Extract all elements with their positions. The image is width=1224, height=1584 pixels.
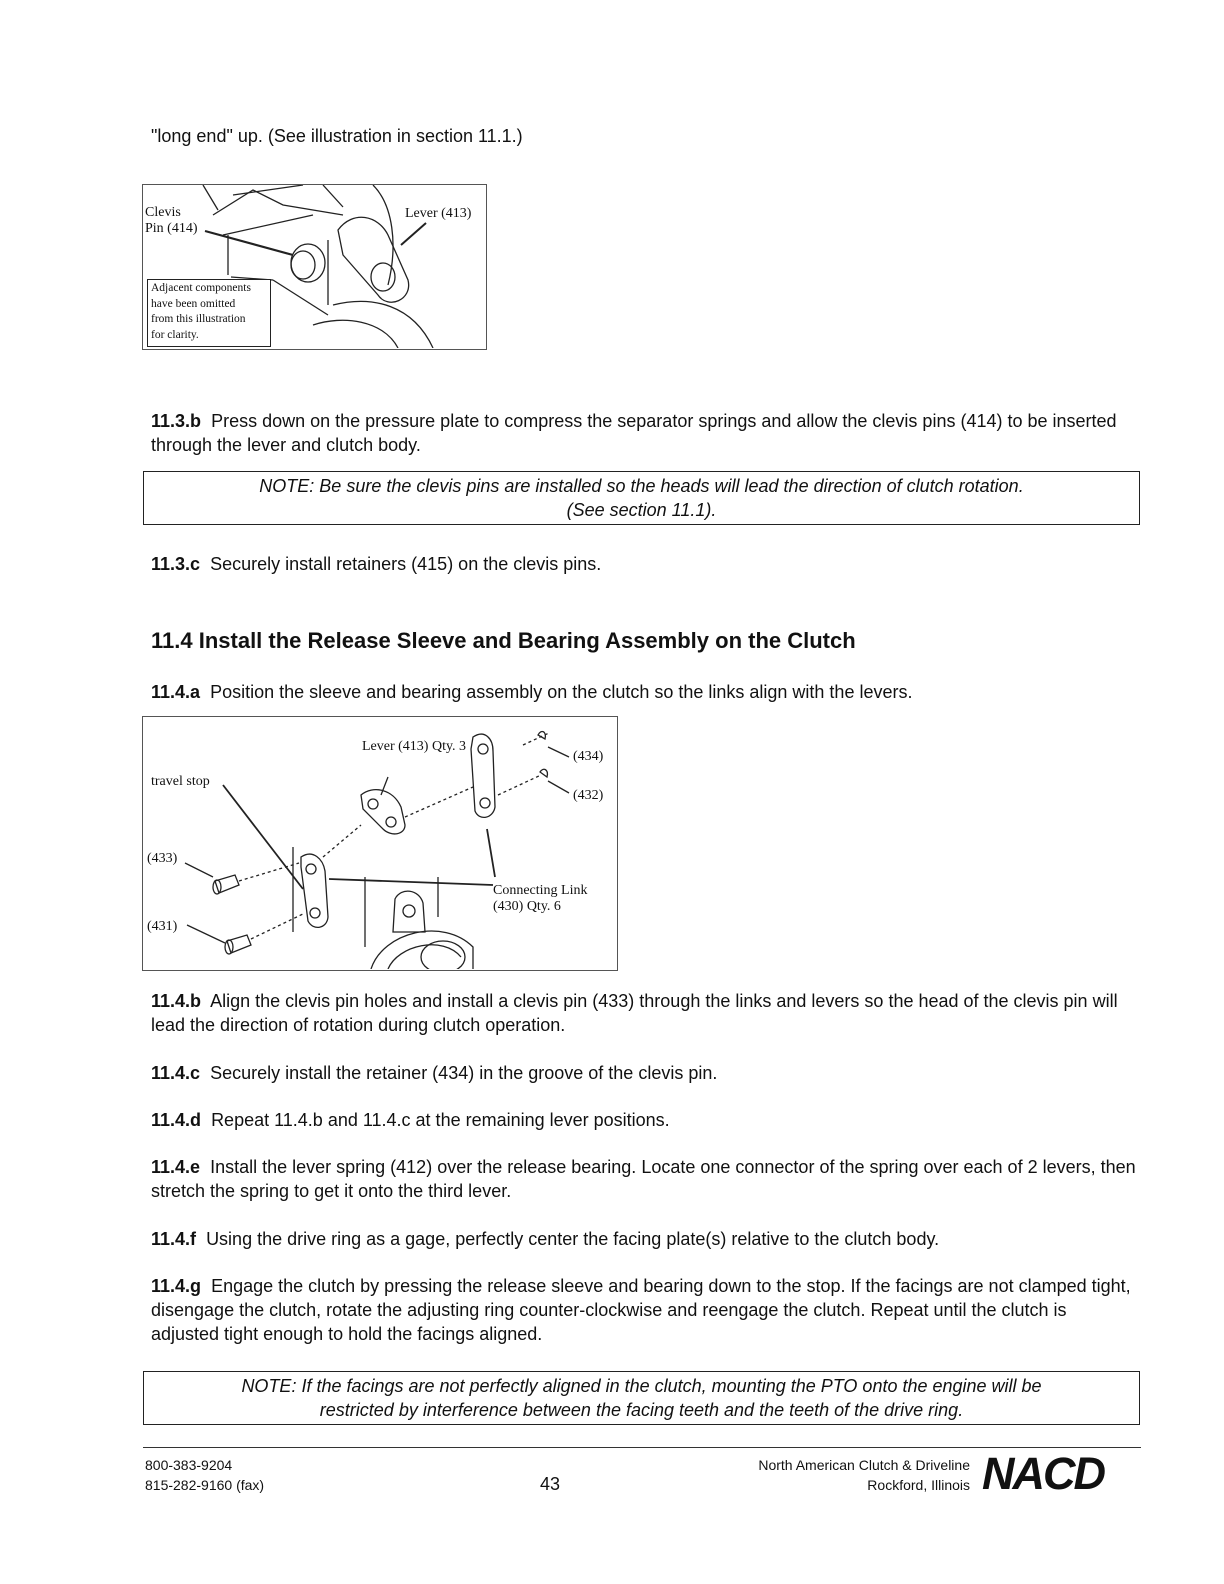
- step-11-4-g: [151, 1274, 1136, 1346]
- figure-clevis-pin: [142, 184, 487, 350]
- step-number: 11.3.c: [151, 554, 201, 574]
- step-text: Align the clevis pin holes and install a clevis pin (433) through the links and levers so the head of the clevis pin will lead the direction of rotation during clutch operation.: [151, 991, 1118, 1035]
- step-number: 11.3.b: [151, 411, 202, 431]
- step-11-4-d: [151, 1108, 1136, 1132]
- step-number: 11.4.e: [151, 1157, 201, 1177]
- note-line: NOTE: If the facings are not perfectly aligned in the clutch, mounting the PTO onto the engine will be: [241, 1376, 1042, 1396]
- footer-phone: 800-383-9204: [145, 1457, 233, 1473]
- step-number: 11.4.b: [151, 991, 202, 1011]
- intro-line: "long end" up. (See illustration in section 11.1.): [151, 126, 523, 146]
- step-11-4-a: [151, 680, 1136, 704]
- step-text: Securely install the retainer (434) in the groove of the clevis pin.: [210, 1063, 718, 1083]
- step-text: Repeat 11.4.b and 11.4.c at the remaining lever positions.: [211, 1110, 670, 1130]
- clevis-label-line2: Pin (414): [145, 221, 198, 236]
- footer-fax: 815-282-9160 (fax): [145, 1477, 265, 1493]
- step-11-4-b: [151, 989, 1136, 1037]
- step-text: Securely install retainers (415) on the clevis pins.: [210, 554, 602, 574]
- pin-433-label: (433): [147, 851, 178, 866]
- step-11-3-b: [151, 409, 1136, 457]
- omitted-components-caption: [147, 279, 271, 347]
- nacd-logo: NACD: [982, 1448, 1104, 1499]
- caption-line: Adjacent components: [151, 282, 251, 294]
- step-11-4-f: [151, 1227, 1136, 1251]
- section-heading-11-4: 11.4 Install the Release Sleeve and Bearing Assembly on the Clutch: [151, 628, 856, 653]
- step-text: Engage the clutch by pressing the release sleeve and bearing down to the stop. If the facings are not clamped tight, disengage the clutch, rotate the adjusting ring counter-clockwise and reengage the clutch. Repeat until the clutch is adjusted tight enough to hold the facings aligned.: [151, 1276, 1131, 1344]
- note-line: (See section 11.1).: [566, 500, 717, 520]
- retainer-434-label: (434): [573, 749, 604, 764]
- page-number: 43: [540, 1474, 561, 1494]
- step-number: 11.4.c: [151, 1063, 201, 1083]
- figure-release-sleeve-links: [142, 716, 618, 971]
- caption-line: from this illustration: [151, 313, 246, 325]
- step-number: 11.4.d: [151, 1110, 202, 1130]
- caption-line: for clarity.: [151, 328, 199, 341]
- note-line: restricted by interference between the facing teeth and the teeth of the drive ring.: [319, 1400, 964, 1420]
- step-number: 11.4.a: [151, 682, 201, 702]
- footer-company: [690, 1455, 970, 1495]
- note-clevis-heads: [143, 471, 1140, 525]
- step-text: Install the lever spring (412) over the release bearing. Locate one connector of the spring over each of 2 levers, then stretch the spring to get it onto the third lever.: [151, 1157, 1136, 1201]
- step-text: Position the sleeve and bearing assembly on the clutch so the links align with the levers.: [210, 682, 913, 702]
- clevis-label-line1: Clevis: [145, 205, 181, 220]
- connecting-link-line2: (430) Qty. 6: [493, 899, 561, 914]
- step-11-4-c: [151, 1061, 1136, 1085]
- travel-stop-label: travel stop: [151, 774, 210, 789]
- lever-label: Lever (413): [405, 206, 472, 221]
- note-facing-alignment: [143, 1371, 1140, 1425]
- footer-contact: [145, 1455, 264, 1495]
- step-text: Using the drive ring as a gage, perfectly center the facing plate(s) relative to the clutch body.: [206, 1229, 940, 1249]
- company-name: North American Clutch & Driveline: [758, 1457, 970, 1473]
- connecting-link-label: [493, 883, 588, 915]
- step-number: 11.4.g: [151, 1276, 202, 1296]
- connecting-link-line1: Connecting Link: [493, 883, 588, 898]
- step-11-4-e: [151, 1155, 1136, 1203]
- part-432-label: (432): [573, 788, 604, 803]
- company-city: Rockford, Illinois: [867, 1477, 970, 1493]
- lever-qty-label: Lever (413) Qty. 3: [362, 739, 467, 754]
- step-text: Press down on the pressure plate to compress the separator springs and allow the clevis pins (414) to be inserted through the lever and clutch body.: [151, 411, 1117, 455]
- pin-431-label: (431): [147, 919, 178, 934]
- caption-line: have been omitted: [151, 297, 236, 310]
- note-line: NOTE: Be sure the clevis pins are installed so the heads will lead the direction of clutch rotation.: [259, 476, 1024, 496]
- step-number: 11.4.f: [151, 1229, 197, 1249]
- clevis-pin-label: [145, 205, 198, 237]
- step-11-3-c: [151, 552, 1136, 576]
